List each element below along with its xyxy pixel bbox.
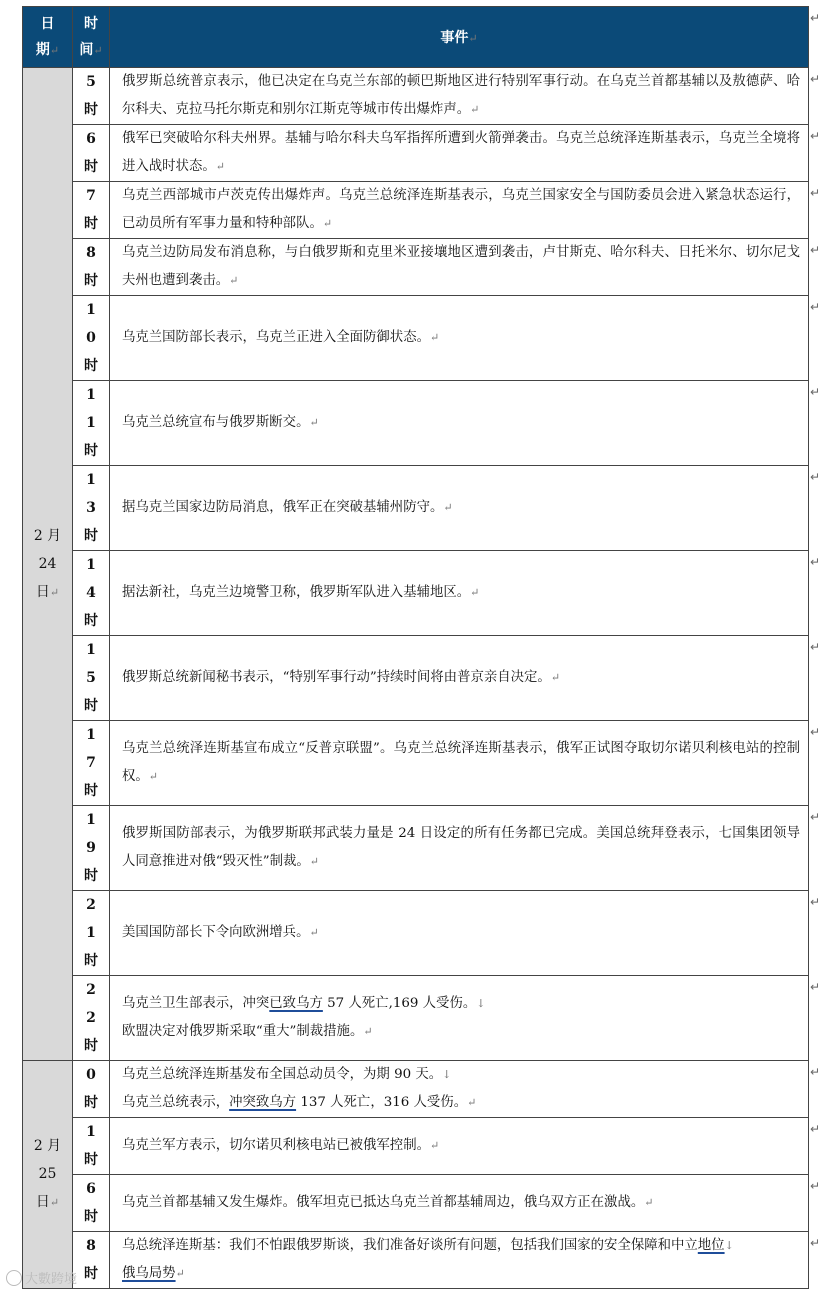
watermark-logo-icon	[6, 1270, 22, 1286]
row-end-mark: ↵	[810, 469, 821, 484]
row-end-mark: ↵	[810, 128, 821, 143]
row-end-mark: ↵	[810, 185, 821, 200]
time-cell: 2 2 时	[73, 976, 110, 1061]
event-text: 乌总统泽连斯基：我们不怕跟俄罗斯谈，我们准备好谈所有问题，包括我们国家的安全保障和中立地位↓	[122, 1238, 734, 1253]
row-end-mark: ↵	[810, 1235, 821, 1250]
header-date: 日 期↵	[23, 7, 73, 68]
row-end-mark: ↵	[810, 979, 821, 994]
event-cell	[110, 891, 809, 976]
event-text: 俄罗斯国防部表示，为俄罗斯联邦武装力量是 24 日设定的所有任务都已完成。美国总统拜登表示，七国集团领导人同意推进对俄“毁灭性”制裁。↵	[122, 826, 800, 869]
table-row	[23, 239, 809, 296]
event-text: 欧盟决定对俄罗斯采取“重大”制裁措施。↵	[122, 1024, 373, 1039]
time-cell: 1 1 时	[73, 381, 110, 466]
time-cell: 1 0 时	[73, 296, 110, 381]
table-row	[23, 296, 809, 381]
time-cell: 2 1 时	[73, 891, 110, 976]
row-end-mark: ↵	[810, 10, 821, 25]
event-cell	[110, 806, 809, 891]
event-text: 乌克兰总统表示，冲突致乌方 137 人死亡，316 人受伤。↵	[122, 1095, 477, 1110]
time-cell: 8 时	[73, 239, 110, 296]
table-row	[23, 182, 809, 239]
row-end-mark: ↵	[810, 809, 821, 824]
date-cell: 2 月 25 日↵	[23, 1061, 73, 1289]
table-row	[23, 68, 809, 125]
table-row	[23, 1175, 809, 1232]
time-cell: 1 7 时	[73, 721, 110, 806]
date-cell: 2 月 24 日↵	[23, 68, 73, 1061]
event-text: 乌克兰总统泽连斯基宣布成立“反普京联盟”。乌克兰总统泽连斯基表示，俄军正试图夺取切尔诺贝利核电站的控制权。↵	[122, 741, 800, 784]
header-time: 时 间↵	[73, 7, 110, 68]
event-text: 俄军已突破哈尔科夫州界。基辅与哈尔科夫乌军指挥所遭到火箭弹袭击。乌克兰总统泽连斯基表示，乌克兰全境将进入战时状态。↵	[122, 131, 800, 174]
event-cell	[110, 721, 809, 806]
time-cell: 5 时	[73, 68, 110, 125]
event-text: 俄乌局势↵	[122, 1266, 185, 1281]
event-text: 俄罗斯总统新闻秘书表示，“特别军事行动”持续时间将由普京亲自决定。↵	[122, 670, 561, 685]
table-row	[23, 1232, 809, 1289]
event-text: 乌克兰总统泽连斯基发布全国总动员令，为期 90 天。↓	[122, 1067, 452, 1082]
event-text: 据法新社，乌克兰边境警卫称，俄罗斯军队进入基辅地区。↵	[122, 585, 480, 600]
event-text: 乌克兰边防局发布消息称，与白俄罗斯和克里米亚接壤地区遭到袭击，卢甘斯克、哈尔科夫、日托米尔、切尔尼戈夫州也遭到袭击。↵	[122, 245, 800, 288]
event-text: 俄罗斯总统普京表示，他已决定在乌克兰东部的顿巴斯地区进行特别军事行动。在乌克兰首都基辅以及敖德萨、哈尔科夫、克拉马托尔斯克和别尔江斯克等城市传出爆炸声。↵	[122, 74, 800, 117]
table-row	[23, 125, 809, 182]
row-end-mark: ↵	[810, 1178, 821, 1193]
time-cell: 7 时	[73, 182, 110, 239]
table-row	[23, 721, 809, 806]
document-page	[22, 6, 808, 1289]
row-end-mark: ↵	[810, 299, 821, 314]
time-cell: 0 时	[73, 1061, 110, 1118]
row-end-mark: ↵	[810, 1121, 821, 1136]
row-end-mark: ↵	[810, 384, 821, 399]
table-row	[23, 976, 809, 1061]
table-row	[23, 891, 809, 976]
row-end-mark: ↵	[810, 894, 821, 909]
table-row	[23, 551, 809, 636]
event-cell	[110, 551, 809, 636]
table-row	[23, 636, 809, 721]
watermark: 大數跨境	[6, 1268, 77, 1287]
timeline-table	[22, 6, 809, 1289]
row-end-mark: ↵	[810, 71, 821, 86]
row-end-mark: ↵	[810, 554, 821, 569]
time-cell: 1 4 时	[73, 551, 110, 636]
row-end-mark: ↵	[810, 242, 821, 257]
time-cell: 1 9 时	[73, 806, 110, 891]
event-cell	[110, 296, 809, 381]
time-cell: 6 时	[73, 125, 110, 182]
time-cell: 1 时	[73, 1118, 110, 1175]
event-cell	[110, 239, 809, 296]
event-cell	[110, 125, 809, 182]
event-text: 美国国防部长下令向欧洲增兵。↵	[122, 925, 319, 940]
event-text: 乌克兰总统宣布与俄罗斯断交。↵	[122, 415, 319, 430]
event-cell	[110, 466, 809, 551]
table-row	[23, 466, 809, 551]
event-text: 乌克兰军方表示，切尔诺贝利核电站已被俄军控制。↵	[122, 1138, 440, 1153]
event-cell	[110, 68, 809, 125]
table-row	[23, 1118, 809, 1175]
table-row	[23, 381, 809, 466]
time-cell: 8 时	[73, 1232, 110, 1289]
event-cell	[110, 636, 809, 721]
row-end-mark: ↵	[810, 724, 821, 739]
event-cell	[110, 976, 809, 1061]
event-cell	[110, 1118, 809, 1175]
event-text: 乌克兰国防部长表示，乌克兰正进入全面防御状态。↵	[122, 330, 440, 345]
header-event: 事件↵	[110, 7, 809, 68]
event-cell	[110, 1061, 809, 1118]
event-cell	[110, 1175, 809, 1232]
event-text: 乌克兰首都基辅又发生爆炸。俄军坦克已抵达乌克兰首都基辅周边，俄乌双方正在激战。↵	[122, 1195, 654, 1210]
event-text: 乌克兰卫生部表示，冲突已致乌方 57 人死亡,169 人受伤。↓	[122, 996, 486, 1011]
time-cell: 1 3 时	[73, 466, 110, 551]
table-row	[23, 806, 809, 891]
table-row	[23, 1061, 809, 1118]
event-text: 乌克兰西部城市卢茨克传出爆炸声。乌克兰总统泽连斯基表示，乌克兰国家安全与国防委员会进入紧急状态运行，已动员所有军事力量和特种部队。↵	[122, 188, 800, 231]
event-cell	[110, 1232, 809, 1289]
time-cell: 6 时	[73, 1175, 110, 1232]
event-cell	[110, 381, 809, 466]
time-cell: 1 5 时	[73, 636, 110, 721]
row-end-mark: ↵	[810, 639, 821, 654]
event-cell	[110, 182, 809, 239]
row-end-mark: ↵	[810, 1064, 821, 1079]
event-text: 据乌克兰国家边防局消息，俄军正在突破基辅州防守。↵	[122, 500, 453, 515]
header-row	[23, 7, 809, 68]
